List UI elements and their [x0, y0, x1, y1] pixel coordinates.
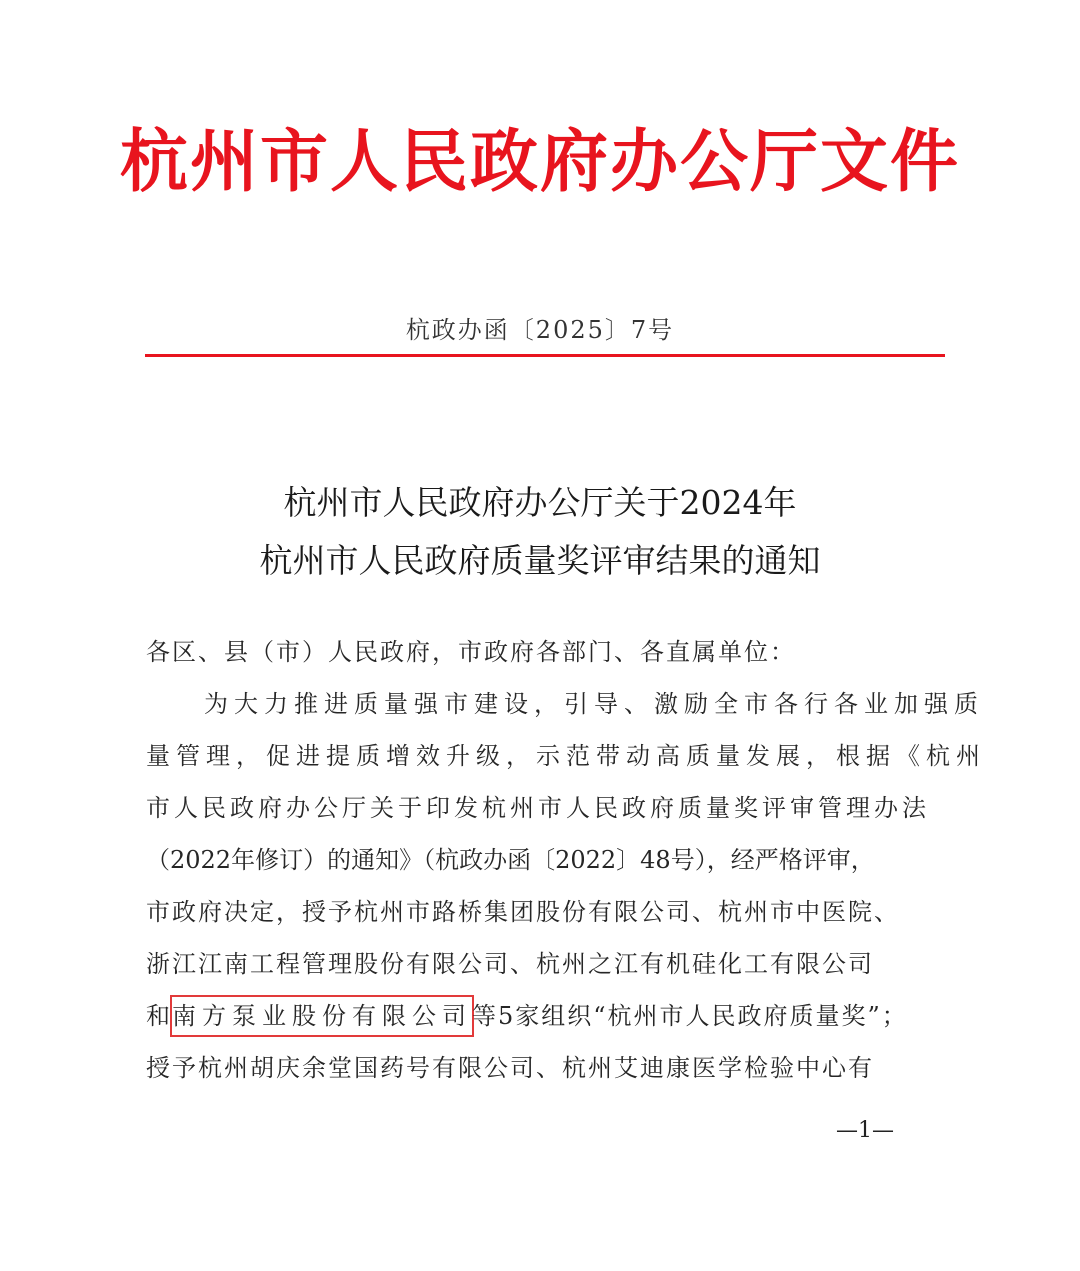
notice-title-line-2: 杭州市人民政府质量奖评审结果的通知	[259, 541, 821, 580]
body-line-7	[146, 990, 1006, 1042]
body-line-4: （2022年修订）的通知》（杭政办函〔2022〕48号），经严格评审，	[146, 846, 875, 874]
document-header-title: 杭州市人民政府办公厅文件	[119, 123, 960, 202]
body-line-1: 为大力推进质量强市建设，引导、激励全市各行各业加强质	[204, 690, 984, 718]
notice-title	[0, 474, 1080, 590]
body-line-2: 量管理，促进提质增效升级，示范带动高质量发展，根据《杭州	[146, 742, 986, 770]
highlighted-company-name: 南方泵业股份有限公司	[172, 997, 472, 1035]
line7-prefix: 和	[146, 1002, 172, 1030]
page-number: —1—	[836, 1118, 894, 1143]
line7-suffix: 等5家组织“杭州市人民政府质量奖”；	[472, 1002, 908, 1030]
body-line-3: 市人民政府办公厅关于印发杭州市人民政府质量奖评审管理办法	[146, 794, 930, 822]
notice-body	[146, 626, 1006, 1094]
document-number: 杭政办函〔2025〕7号	[405, 316, 675, 344]
notice-title-line-1: 杭州市人民政府办公厅关于2024年	[283, 483, 797, 522]
body-line-8: 授予杭州胡庆余堂国药号有限公司、杭州艾迪康医学检验中心有	[146, 1054, 874, 1082]
salutation: 各区、县（市）人民政府，市政府各部门、各直属单位：	[146, 638, 796, 666]
red-divider-line	[145, 354, 945, 357]
body-line-6: 浙江江南工程管理股份有限公司、杭州之江有机硅化工有限公司	[146, 950, 874, 978]
body-line-5: 市政府决定，授予杭州市路桥集团股份有限公司、杭州市中医院、	[146, 898, 900, 926]
